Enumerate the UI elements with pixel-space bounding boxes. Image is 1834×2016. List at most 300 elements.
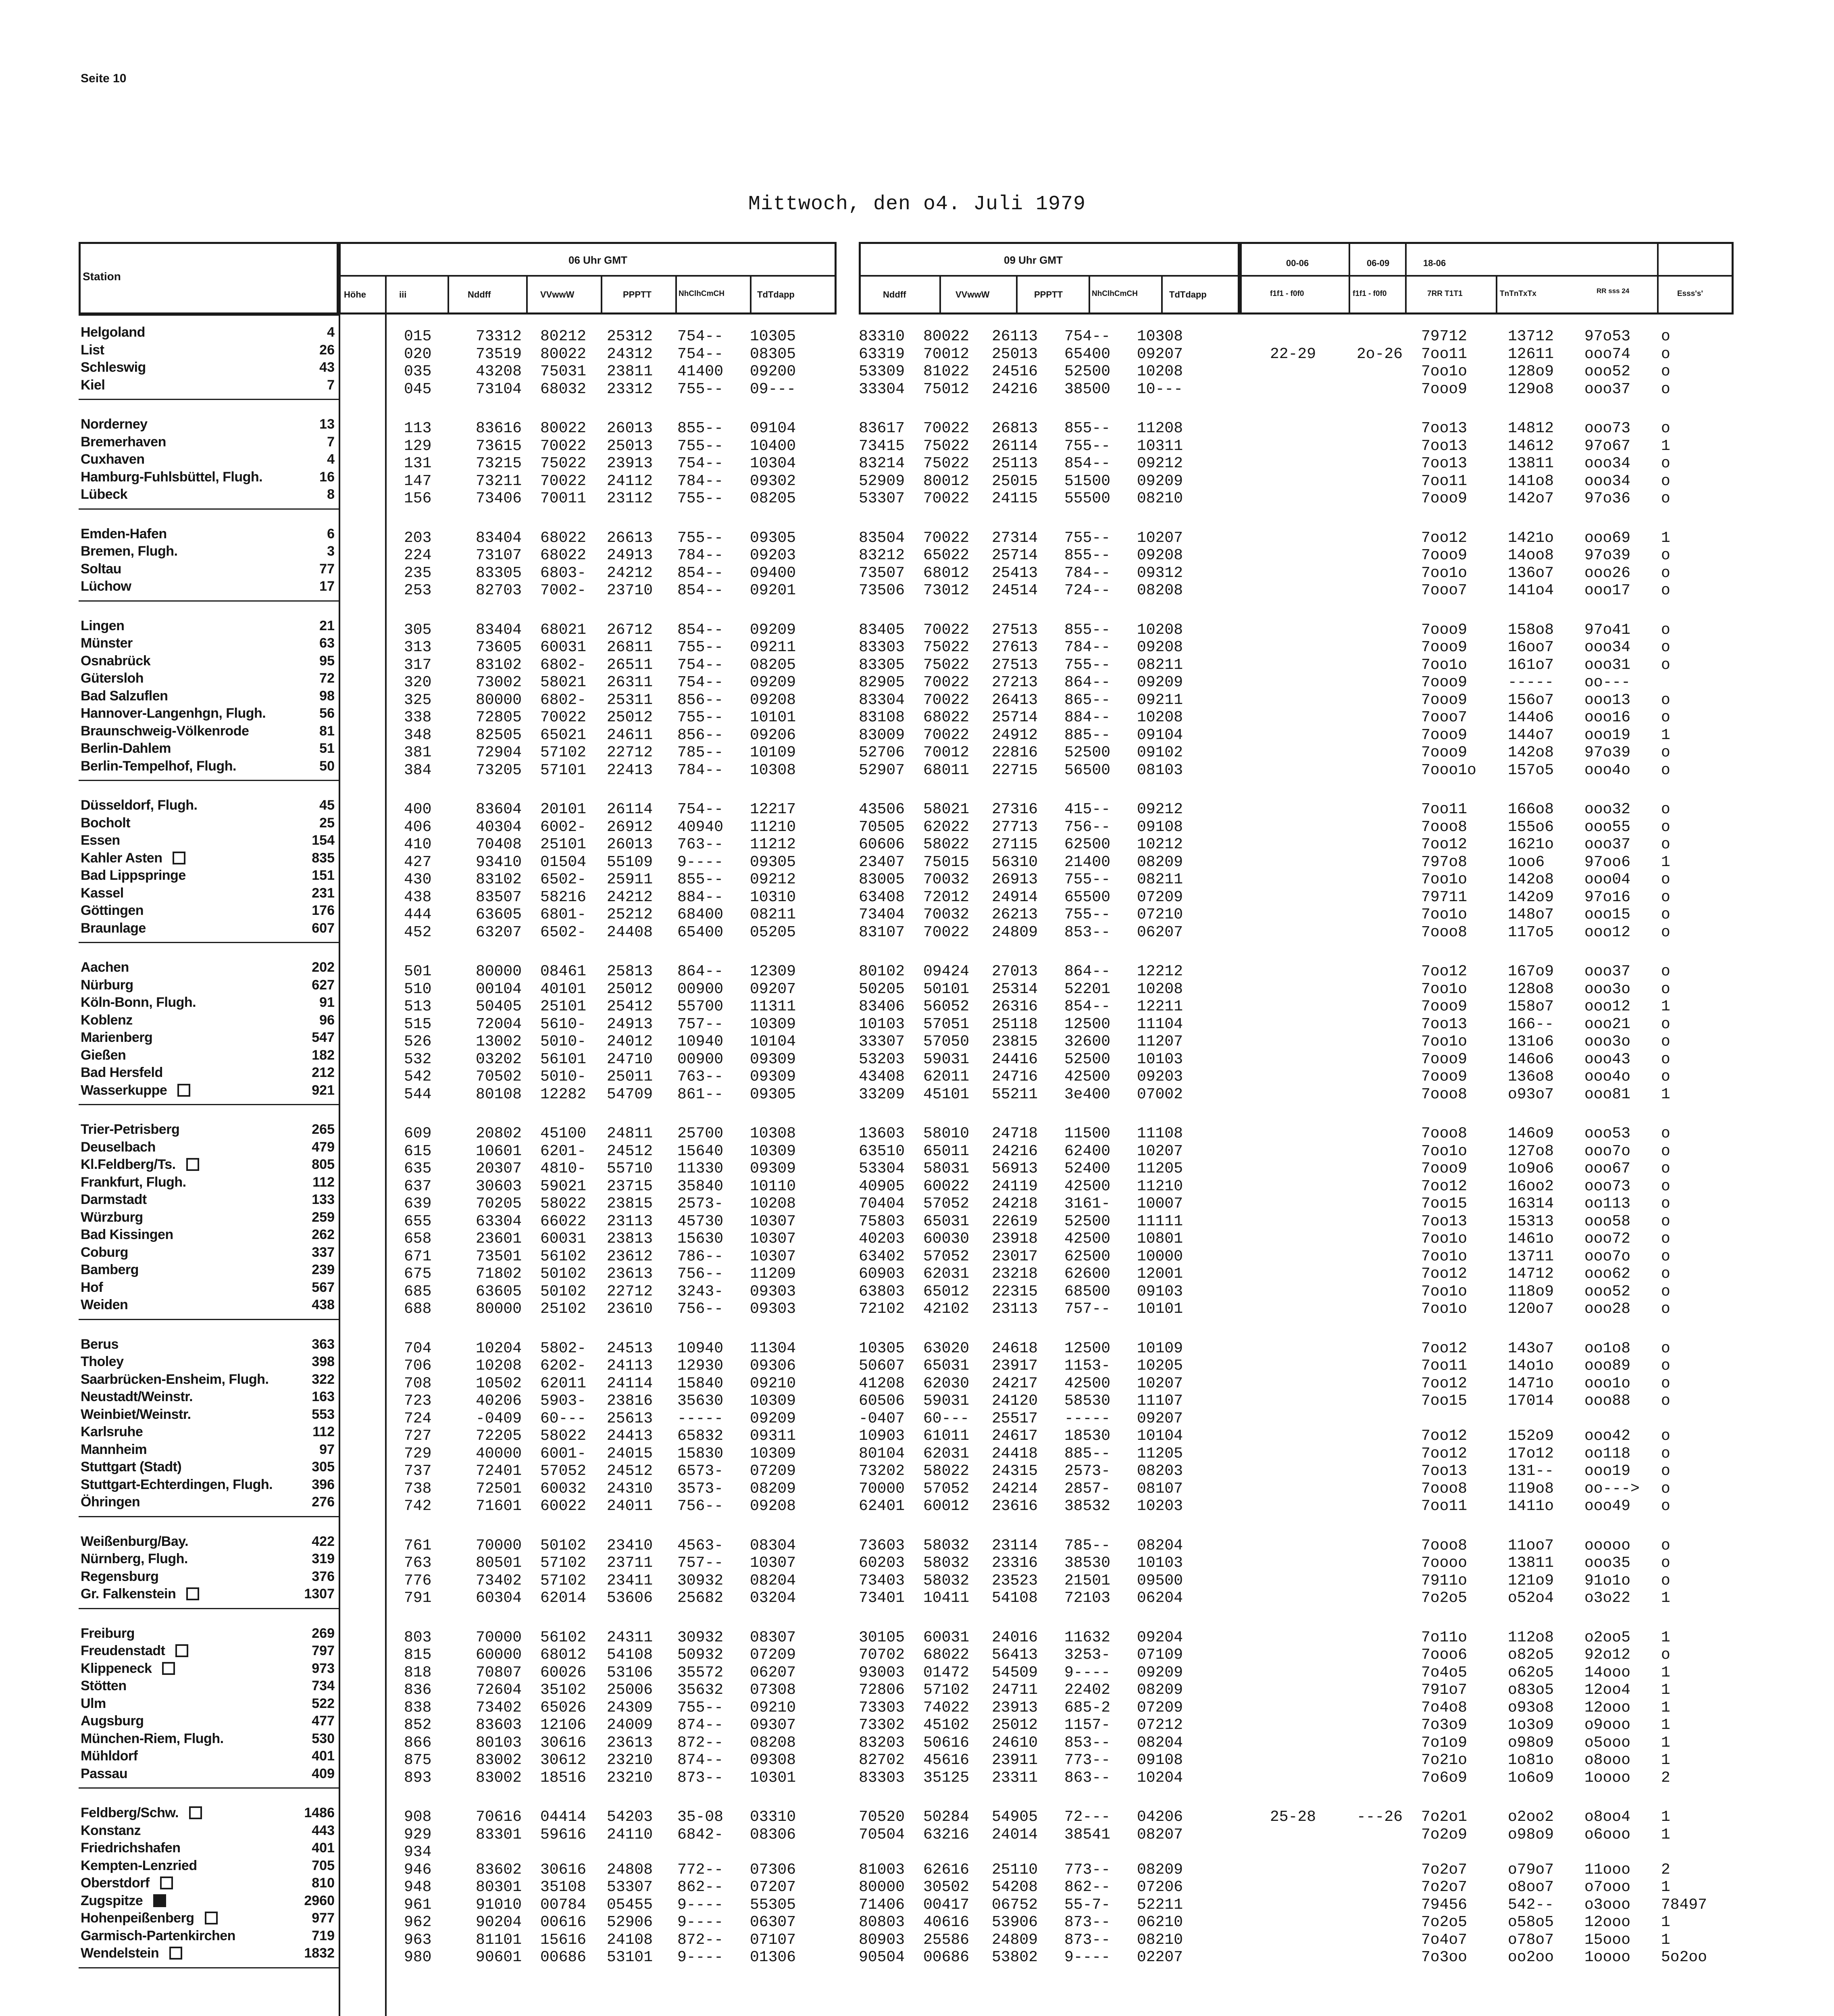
table-cell: o8oo7	[1508, 1879, 1554, 1896]
station-label: Klippeneck	[81, 1660, 152, 1676]
table-cell: 3253-	[1064, 1646, 1111, 1664]
table-cell: 7oo1o	[1421, 1142, 1468, 1160]
table-cell: 23311	[992, 1769, 1038, 1787]
mountain-station-box-icon	[186, 1587, 199, 1600]
table-cell: 25013	[992, 345, 1038, 363]
station-label: Hannover-Langenhgn, Flugh.	[81, 706, 266, 721]
table-cell: 30616	[540, 1734, 587, 1752]
table-cell: o	[1661, 888, 1670, 906]
station-label: Essen	[81, 833, 120, 848]
station-number: 430	[404, 871, 432, 888]
table-cell: ooo73	[1584, 420, 1631, 437]
mountain-station-box-icon	[173, 852, 185, 864]
table-row	[0, 618, 1834, 639]
station-number: 635	[404, 1160, 432, 1177]
table-row	[0, 1928, 1834, 1949]
table-cell: 872--	[677, 1931, 724, 1949]
station-height: 530	[312, 1731, 335, 1746]
table-cell: ooo52	[1584, 1283, 1631, 1300]
table-row	[0, 1875, 1834, 1896]
table-cell: 854--	[677, 564, 724, 582]
table-cell: 62014	[540, 1589, 587, 1607]
mountain-station-box-icon	[169, 1947, 182, 1960]
table-cell: 24315	[992, 1462, 1038, 1480]
table-cell: 7oo13	[1421, 437, 1468, 455]
table-cell: o2oo5	[1584, 1629, 1631, 1646]
table-cell: 09312	[1137, 564, 1183, 582]
table-cell: 24809	[992, 1931, 1038, 1949]
table-cell: 7o2o9	[1421, 1826, 1468, 1843]
table-cell: 83005	[859, 871, 905, 888]
station-number: 609	[404, 1125, 432, 1142]
station-name	[81, 1748, 137, 1764]
station-name	[81, 1083, 190, 1098]
table-cell: 54203	[607, 1808, 653, 1826]
table-cell: o	[1661, 836, 1670, 853]
table-cell: 93003	[859, 1664, 905, 1681]
table-cell: 12282	[540, 1085, 587, 1103]
table-cell: 10304	[750, 455, 796, 472]
table-cell: 26813	[992, 420, 1038, 437]
table-cell: 1	[1661, 1629, 1670, 1646]
table-cell: 27316	[992, 801, 1038, 818]
station-number: 791	[404, 1589, 432, 1607]
table-cell: o82o5	[1508, 1646, 1554, 1664]
table-cell: 83108	[859, 709, 905, 726]
table-cell: o	[1661, 639, 1670, 656]
table-row	[0, 1533, 1834, 1554]
table-cell: 25101	[540, 836, 587, 853]
table-cell: 73215	[476, 455, 522, 472]
table-cell: 35-08	[677, 1808, 724, 1826]
table-cell: 7oooo	[1421, 1554, 1468, 1572]
table-cell: 854--	[677, 621, 724, 639]
station-height: 7	[327, 434, 335, 450]
table-cell: 83002	[476, 1769, 522, 1787]
table-cell: o	[1661, 380, 1670, 398]
station-name	[81, 1713, 144, 1729]
table-cell: 10208	[476, 1357, 522, 1375]
station-name	[81, 688, 168, 704]
table-cell: -----	[1508, 674, 1554, 691]
table-cell: 155o6	[1508, 818, 1554, 836]
table-cell: 09201	[750, 582, 796, 599]
table-row	[0, 1157, 1834, 1177]
station-label: Nürburg	[81, 977, 133, 993]
table-cell: 9----	[677, 1949, 724, 1966]
table-cell: 09211	[750, 639, 796, 656]
table-cell: ooo31	[1584, 656, 1631, 674]
table-cell: 23113	[992, 1300, 1038, 1318]
table-cell: ooo89	[1584, 1357, 1631, 1375]
table-cell: 65012	[923, 1283, 970, 1300]
table-cell: 11207	[1137, 1033, 1183, 1050]
table-cell: o	[1661, 980, 1670, 998]
table-cell: 59021	[540, 1177, 587, 1195]
table-cell: 7ooo9	[1421, 490, 1468, 507]
table-cell: 1	[1661, 1734, 1670, 1752]
table-cell: 23113	[607, 1212, 653, 1230]
table-cell: 23316	[992, 1554, 1038, 1572]
table-cell: o	[1661, 1050, 1670, 1068]
table-row	[0, 1713, 1834, 1734]
table-cell: 09102	[1137, 744, 1183, 761]
station-number: 320	[404, 674, 432, 691]
station-label: Coburg	[81, 1244, 128, 1260]
table-cell: 50101	[923, 980, 970, 998]
group-separator	[79, 1516, 339, 1517]
table-cell: 784--	[1064, 564, 1111, 582]
table-cell: 91010	[476, 1896, 522, 1914]
station-name	[81, 885, 124, 901]
table-cell: 30612	[540, 1752, 587, 1769]
table-cell: o	[1661, 363, 1670, 380]
table-cell: o	[1661, 709, 1670, 726]
table-cell: 40304	[476, 818, 522, 836]
table-cell: 00686	[923, 1949, 970, 1966]
station-name	[81, 1030, 152, 1045]
table-cell: 09309	[750, 1050, 796, 1068]
table-cell: 27115	[992, 836, 1038, 853]
station-number: 020	[404, 345, 432, 363]
table-cell: 27013	[992, 963, 1038, 980]
table-cell: 73615	[476, 437, 522, 455]
table-cell: 7ooo8	[1421, 1085, 1468, 1103]
station-name	[81, 1494, 140, 1510]
station-number: 671	[404, 1248, 432, 1265]
table-cell: 10308	[750, 761, 796, 779]
table-row	[0, 487, 1834, 507]
table-cell: 23017	[992, 1248, 1038, 1265]
table-cell: o3o22	[1584, 1589, 1631, 1607]
table-cell: 15616	[540, 1931, 587, 1949]
table-cell: 57102	[540, 1554, 587, 1572]
group-separator	[79, 1104, 339, 1105]
table-cell: 50616	[923, 1734, 970, 1752]
station-label: Kl.Feldberg/Ts.	[81, 1157, 176, 1172]
table-cell: 3573-	[677, 1480, 724, 1497]
table-cell: 1	[1661, 1826, 1670, 1843]
table-cell: 12930	[677, 1357, 724, 1375]
table-cell: ooo19	[1584, 1462, 1631, 1480]
table-cell: o98o9	[1508, 1734, 1554, 1752]
station-name	[81, 1192, 147, 1208]
table-row	[0, 325, 1834, 345]
table-cell: 09211	[1137, 691, 1183, 709]
table-cell: 853--	[1064, 923, 1111, 941]
table-cell: o	[1661, 1480, 1670, 1497]
table-cell: 53106	[607, 1664, 653, 1681]
table-cell: 56052	[923, 998, 970, 1015]
station-label: Soltau	[81, 561, 121, 577]
table-cell: 60022	[923, 1177, 970, 1195]
table-cell: 884--	[677, 888, 724, 906]
table-cell: 83009	[859, 726, 905, 744]
table-cell: 68400	[677, 906, 724, 923]
group-separator	[79, 399, 339, 400]
table-cell: ooo19	[1584, 726, 1631, 744]
table-cell: 52907	[859, 761, 905, 779]
station-height: 98	[319, 688, 335, 704]
table-cell: 141o8	[1508, 472, 1554, 490]
table-cell: 30105	[859, 1629, 905, 1646]
table-cell: 57051	[923, 1015, 970, 1033]
station-label: Koblenz	[81, 1012, 133, 1028]
station-name	[81, 1805, 202, 1821]
table-cell: 23913	[607, 455, 653, 472]
table-cell: 1	[1661, 1699, 1670, 1716]
table-cell: 25813	[607, 963, 653, 980]
table-cell: 08306	[750, 1826, 796, 1843]
table-cell: 143o7	[1508, 1339, 1554, 1357]
table-cell: 142o8	[1508, 744, 1554, 761]
table-cell: 83214	[859, 455, 905, 472]
table-cell: 13811	[1508, 1554, 1554, 1572]
table-cell: 23218	[992, 1265, 1038, 1283]
table-cell: 58022	[923, 836, 970, 853]
table-row	[0, 1858, 1834, 1879]
table-cell: 50405	[476, 998, 522, 1015]
station-number: 727	[404, 1427, 432, 1445]
table-cell: 09209	[1137, 1664, 1183, 1681]
table-cell: 12217	[750, 801, 796, 818]
station-height: 63	[319, 635, 335, 651]
table-cell: 542--	[1508, 1896, 1554, 1914]
table-cell: 38532	[1064, 1497, 1111, 1515]
station-label: Berus	[81, 1336, 119, 1352]
station-number: 253	[404, 582, 432, 599]
table-cell: 11205	[1137, 1160, 1183, 1177]
station-label: Köln-Bonn, Flugh.	[81, 995, 196, 1010]
table-cell: 3243-	[677, 1283, 724, 1300]
station-name	[81, 850, 185, 866]
station-label: Lübeck	[81, 487, 128, 502]
table-cell: 56310	[992, 853, 1038, 871]
table-row	[0, 1139, 1834, 1160]
table-cell: 9----	[677, 1914, 724, 1931]
table-cell: 50607	[859, 1357, 905, 1375]
table-cell: ooo26	[1584, 564, 1631, 582]
table-cell: 6002-	[540, 818, 587, 836]
table-cell: 09212	[750, 871, 796, 888]
table-cell: 6202-	[540, 1357, 587, 1375]
table-cell: 70505	[859, 818, 905, 836]
table-cell: 40000	[476, 1445, 522, 1462]
table-cell: 71601	[476, 1497, 522, 1515]
table-cell: 70022	[540, 437, 587, 455]
table-cell: 24513	[607, 1339, 653, 1357]
obs06-col-nddff: Nddff	[468, 289, 491, 300]
table-cell: 11111	[1137, 1212, 1183, 1230]
table-cell: 1o6o9	[1508, 1769, 1554, 1787]
obs09-header-box	[859, 242, 1240, 314]
table-cell: 68021	[540, 621, 587, 639]
station-number: 515	[404, 1015, 432, 1033]
table-cell: 65400	[1064, 345, 1111, 363]
table-cell: 1	[1661, 1879, 1670, 1896]
station-name	[81, 995, 196, 1010]
table-cell: 80012	[923, 472, 970, 490]
table-cell: ooo52	[1584, 363, 1631, 380]
station-number: 688	[404, 1300, 432, 1318]
table-cell: 73012	[923, 582, 970, 599]
station-number: 381	[404, 744, 432, 761]
table-cell: 68500	[1064, 1283, 1111, 1300]
table-cell: 864--	[1064, 674, 1111, 691]
table-cell: 83507	[476, 888, 522, 906]
table-cell: 35572	[677, 1664, 724, 1681]
table-cell: o	[1661, 472, 1670, 490]
table-cell: 52909	[859, 472, 905, 490]
table-cell: 24418	[992, 1445, 1038, 1462]
table-cell: 26113	[992, 328, 1038, 345]
station-name	[81, 360, 146, 375]
table-cell: 10205	[1137, 1357, 1183, 1375]
table-cell: 146o9	[1508, 1125, 1554, 1142]
station-name	[81, 1245, 128, 1260]
table-cell: 12106	[540, 1716, 587, 1734]
table-row	[0, 1805, 1834, 1826]
table-cell: 2o-26	[1357, 345, 1403, 363]
station-number: 723	[404, 1392, 432, 1410]
table-cell: 22413	[607, 761, 653, 779]
table-cell: 1	[1661, 1914, 1670, 1931]
table-cell: 24408	[607, 923, 653, 941]
table-cell: 40616	[923, 1914, 970, 1931]
station-label: Feldberg/Schw.	[81, 1805, 179, 1820]
station-number: 203	[404, 529, 432, 547]
table-cell: 24311	[607, 1629, 653, 1646]
table-cell: 7oo12	[1421, 836, 1468, 853]
table-cell: 763--	[677, 836, 724, 853]
table-cell: 11108	[1137, 1125, 1183, 1142]
table-cell: 23710	[607, 582, 653, 599]
table-cell: 75022	[540, 455, 587, 472]
station-number: 338	[404, 709, 432, 726]
station-name	[81, 1175, 186, 1190]
station-height: 705	[312, 1858, 335, 1873]
station-number: 934	[404, 1843, 432, 1861]
table-cell: o	[1661, 923, 1670, 941]
table-cell: 63319	[859, 345, 905, 363]
table-cell: 757--	[677, 1554, 724, 1572]
table-cell: 864--	[677, 963, 724, 980]
table-cell: 23610	[607, 1300, 653, 1318]
table-cell: 1	[1661, 1085, 1670, 1103]
table-cell: o	[1661, 1142, 1670, 1160]
table-cell: 854--	[1064, 998, 1111, 1015]
table-cell: 60022	[540, 1497, 587, 1515]
station-height: 43	[319, 360, 335, 375]
table-cell: 55700	[677, 998, 724, 1015]
table-cell: oo2oo	[1508, 1949, 1554, 1966]
table-cell: 45100	[540, 1125, 587, 1142]
table-row	[0, 1586, 1834, 1607]
table-cell: 70022	[923, 726, 970, 744]
table-row	[0, 1227, 1834, 1248]
station-label: Aachen	[81, 960, 129, 975]
table-cell: 72904	[476, 744, 522, 761]
station-number: 738	[404, 1480, 432, 1497]
table-cell: 24009	[607, 1716, 653, 1734]
table-cell: 07209	[1137, 1699, 1183, 1716]
station-height: 202	[312, 960, 335, 975]
table-cell: 09302	[750, 472, 796, 490]
table-row	[0, 1441, 1834, 1462]
table-cell: 75031	[540, 363, 587, 380]
table-cell: 60203	[859, 1554, 905, 1572]
station-number: 946	[404, 1861, 432, 1879]
table-cell: 7oo12	[1421, 1177, 1468, 1195]
table-cell: 50284	[923, 1808, 970, 1826]
station-height: 163	[312, 1389, 335, 1404]
station-height: 25	[319, 815, 335, 831]
station-number: 325	[404, 691, 432, 709]
table-cell: 1461o	[1508, 1230, 1554, 1248]
station-label: Tholey	[81, 1354, 124, 1369]
station-number: 866	[404, 1734, 432, 1752]
station-height: 1486	[304, 1805, 335, 1820]
table-cell: 06210	[1137, 1914, 1183, 1931]
group-separator	[79, 1787, 339, 1789]
span-0609: 06-09	[1367, 258, 1390, 268]
table-cell: 7o4o7	[1421, 1931, 1468, 1949]
table-cell: 58216	[540, 888, 587, 906]
table-cell: ooo17	[1584, 582, 1631, 599]
station-label: Hohenpeißenberg	[81, 1910, 194, 1926]
station-height: 91	[319, 995, 335, 1010]
table-cell: 62011	[540, 1375, 587, 1392]
table-cell: 1	[1661, 726, 1670, 744]
station-name	[81, 1731, 224, 1747]
table-cell: 141o4	[1508, 582, 1554, 599]
table-cell: 7002-	[540, 582, 587, 599]
table-row	[0, 1678, 1834, 1699]
table-cell: 55710	[607, 1160, 653, 1177]
station-height: 553	[312, 1406, 335, 1422]
station-height: 522	[312, 1695, 335, 1711]
table-cell: 68022	[540, 529, 587, 547]
table-cell: o	[1661, 1427, 1670, 1445]
table-cell: 786--	[677, 1248, 724, 1265]
table-cell: o	[1661, 1339, 1670, 1357]
table-cell: 40206	[476, 1392, 522, 1410]
table-cell: 784--	[677, 547, 724, 564]
table-cell: 58032	[923, 1572, 970, 1589]
table-cell: 27314	[992, 529, 1038, 547]
table-cell: 12ooo	[1584, 1699, 1631, 1716]
table-cell: 855--	[1064, 420, 1111, 437]
table-cell: 754--	[677, 656, 724, 674]
station-number: 113	[404, 420, 432, 437]
table-cell: o7ooo	[1584, 1879, 1631, 1896]
table-cell: 7ooo9	[1421, 1050, 1468, 1068]
table-cell: 755--	[677, 380, 724, 398]
station-height: 112	[312, 1174, 335, 1190]
table-cell: o	[1661, 1646, 1670, 1664]
table-row	[0, 1893, 1834, 1914]
table-row	[0, 995, 1834, 1015]
table-cell: 26013	[607, 836, 653, 853]
table-cell: 25013	[607, 437, 653, 455]
table-cell: 136o8	[1508, 1068, 1554, 1085]
station-height: 567	[312, 1279, 335, 1295]
station-number: 410	[404, 836, 432, 853]
table-cell: 58022	[540, 1427, 587, 1445]
table-cell: oo---	[1584, 674, 1631, 691]
table-cell: 757--	[1064, 1300, 1111, 1318]
table-cell: 5903-	[540, 1392, 587, 1410]
